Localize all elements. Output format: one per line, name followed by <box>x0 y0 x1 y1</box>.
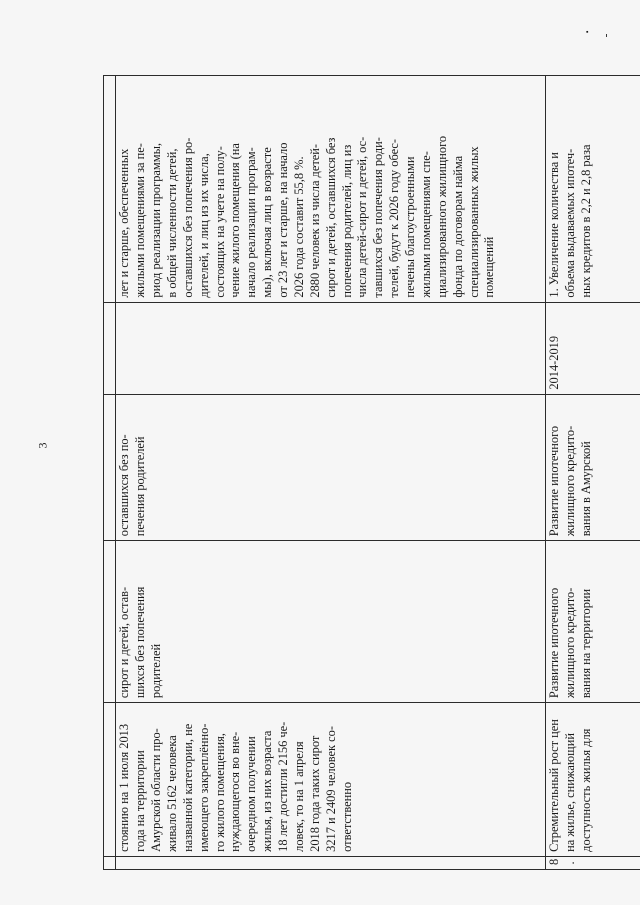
table-cell <box>546 302 640 394</box>
row-number-cell <box>546 856 640 869</box>
table-cell <box>104 76 116 303</box>
cell-text-line: сирот и детей, оставшихся без <box>323 137 338 298</box>
table-cell <box>546 703 640 857</box>
row-number-cell <box>104 856 116 869</box>
cell-text-line: оставшихся без попечения ро- <box>180 137 195 298</box>
rotated-table-wrapper <box>103 75 640 870</box>
cell-text-line: печены благоустроенными <box>403 156 417 298</box>
cell-text-line: жилищного кредито- <box>563 587 578 699</box>
cell-text-line: сирот и детей, остав- <box>117 586 132 699</box>
table-cell <box>104 302 116 394</box>
cell-text-line: начало реализации програм- <box>244 147 259 298</box>
cell-text-line: Развитие ипотечного <box>547 425 562 537</box>
cell-text-line: 18 лет достигли 2156 че- <box>276 721 290 852</box>
cell-text-line: вания в Амурской <box>579 441 594 537</box>
cell-text-line: числа детей-сирот и детей, ос- <box>355 136 370 298</box>
cell-text-line: состоящих на учете на полу- <box>212 146 227 298</box>
cell-text-line: фонда по договорам найма <box>450 155 465 298</box>
cell-text-line: мы), включая лиц в возрасте <box>260 147 275 298</box>
cell-text-line: объема выдаваемых ипотеч- <box>563 148 578 298</box>
cell-text-line: доступность жилья для <box>579 728 594 852</box>
table-cell <box>104 394 116 541</box>
cell-text-line: года на территории <box>133 750 148 852</box>
page-number: 3 <box>35 442 50 449</box>
table-cell <box>546 394 640 541</box>
cell-text-line: оставшихся без по- <box>117 434 132 537</box>
cell-text-line: жилыми помещениями спе- <box>418 151 433 298</box>
cell-text-line: жилищного кредито- <box>563 425 578 537</box>
cell-text-line: 2026 года составит 55,8 %. <box>291 156 306 298</box>
cell-text-line: специализированных жилых <box>466 146 481 298</box>
cell-text-line: от 23 лет и старше, на начало <box>276 142 290 298</box>
program-table <box>103 75 640 870</box>
cell-text-line: имеющего закреплённо- <box>196 723 211 852</box>
cell-text-line: риод реализации программы, <box>149 142 163 298</box>
table-cell <box>546 76 640 303</box>
cell-text-line: циализированного жилищного <box>434 135 449 298</box>
cell-text-line: тавшихся без попечения роди- <box>371 137 386 298</box>
cell-text-line: нуждающегося во вне- <box>228 731 243 852</box>
cell-text-line: попечения родителей, лиц из <box>339 144 354 298</box>
cell-text-line: шихся без попечения <box>133 586 148 699</box>
cell-text-line: жилыми помещениями за пе- <box>133 143 148 298</box>
cell-text-line: очередном получении <box>244 736 259 852</box>
cell-text-line: вания на территории <box>579 588 594 699</box>
row-number: 8. <box>547 858 578 865</box>
cell-text-line: ответственно <box>339 781 354 852</box>
table-row <box>116 76 546 870</box>
cell-text-line: названной категории, не <box>180 723 195 852</box>
table-cell <box>104 703 116 857</box>
cell-text-line: помещений <box>482 236 497 298</box>
cell-text-line: 2018 года таких сирот <box>307 735 322 852</box>
cell-text-line: в общей численности детей, <box>164 148 179 298</box>
table-row <box>546 76 640 870</box>
cell-text-line: го жилого помещения, <box>212 733 227 852</box>
table-cell <box>116 302 546 394</box>
cell-text-line: живало 5162 человека <box>164 735 179 852</box>
cell-text-line: печения родителей <box>133 436 148 537</box>
table-cell <box>546 541 640 703</box>
table-cell <box>116 76 546 303</box>
cell-text-line: стоянию на 1 июля 2013 <box>117 723 132 852</box>
scan-mark: - <box>598 33 613 38</box>
table-cell <box>116 541 546 703</box>
table-cell <box>104 541 116 703</box>
cell-text-line: 2880 человек из числа детей- <box>307 143 322 298</box>
cell-text-line: ловек, то на 1 апреля <box>291 741 306 852</box>
scan-mark: ▪ <box>586 28 589 36</box>
cell-text-line: лет и старше, обеспеченных <box>117 148 132 298</box>
cell-text-line: чение жилого помещения (на <box>228 143 243 298</box>
cell-text-line: 2014-2019 <box>547 335 562 390</box>
cell-text-line: родителей <box>149 643 163 699</box>
table-cell <box>116 703 546 857</box>
cell-text-line: жилья, из них возраста <box>260 730 275 852</box>
table-cell <box>116 394 546 541</box>
cell-text-line: 3217 и 2409 человек со- <box>323 726 338 852</box>
cell-text-line: 1. Увеличение количества и <box>547 152 562 298</box>
cell-text-line: Стремительный рост цен <box>547 719 562 852</box>
cell-text-line: Амурской области про- <box>149 728 163 852</box>
cell-text-line: телей, будут к 2026 году обес- <box>387 138 402 298</box>
cell-text-line: Развитие ипотечного <box>547 587 562 699</box>
cell-text-line: дителей, и лиц из их числа, <box>196 153 211 298</box>
cell-text-line: на жилье, снижающий <box>563 733 578 852</box>
cell-text-line: ных кредитов в 2,2 и 2,8 раза <box>579 144 594 298</box>
row-number-cell <box>116 856 546 869</box>
table-row <box>104 76 116 870</box>
